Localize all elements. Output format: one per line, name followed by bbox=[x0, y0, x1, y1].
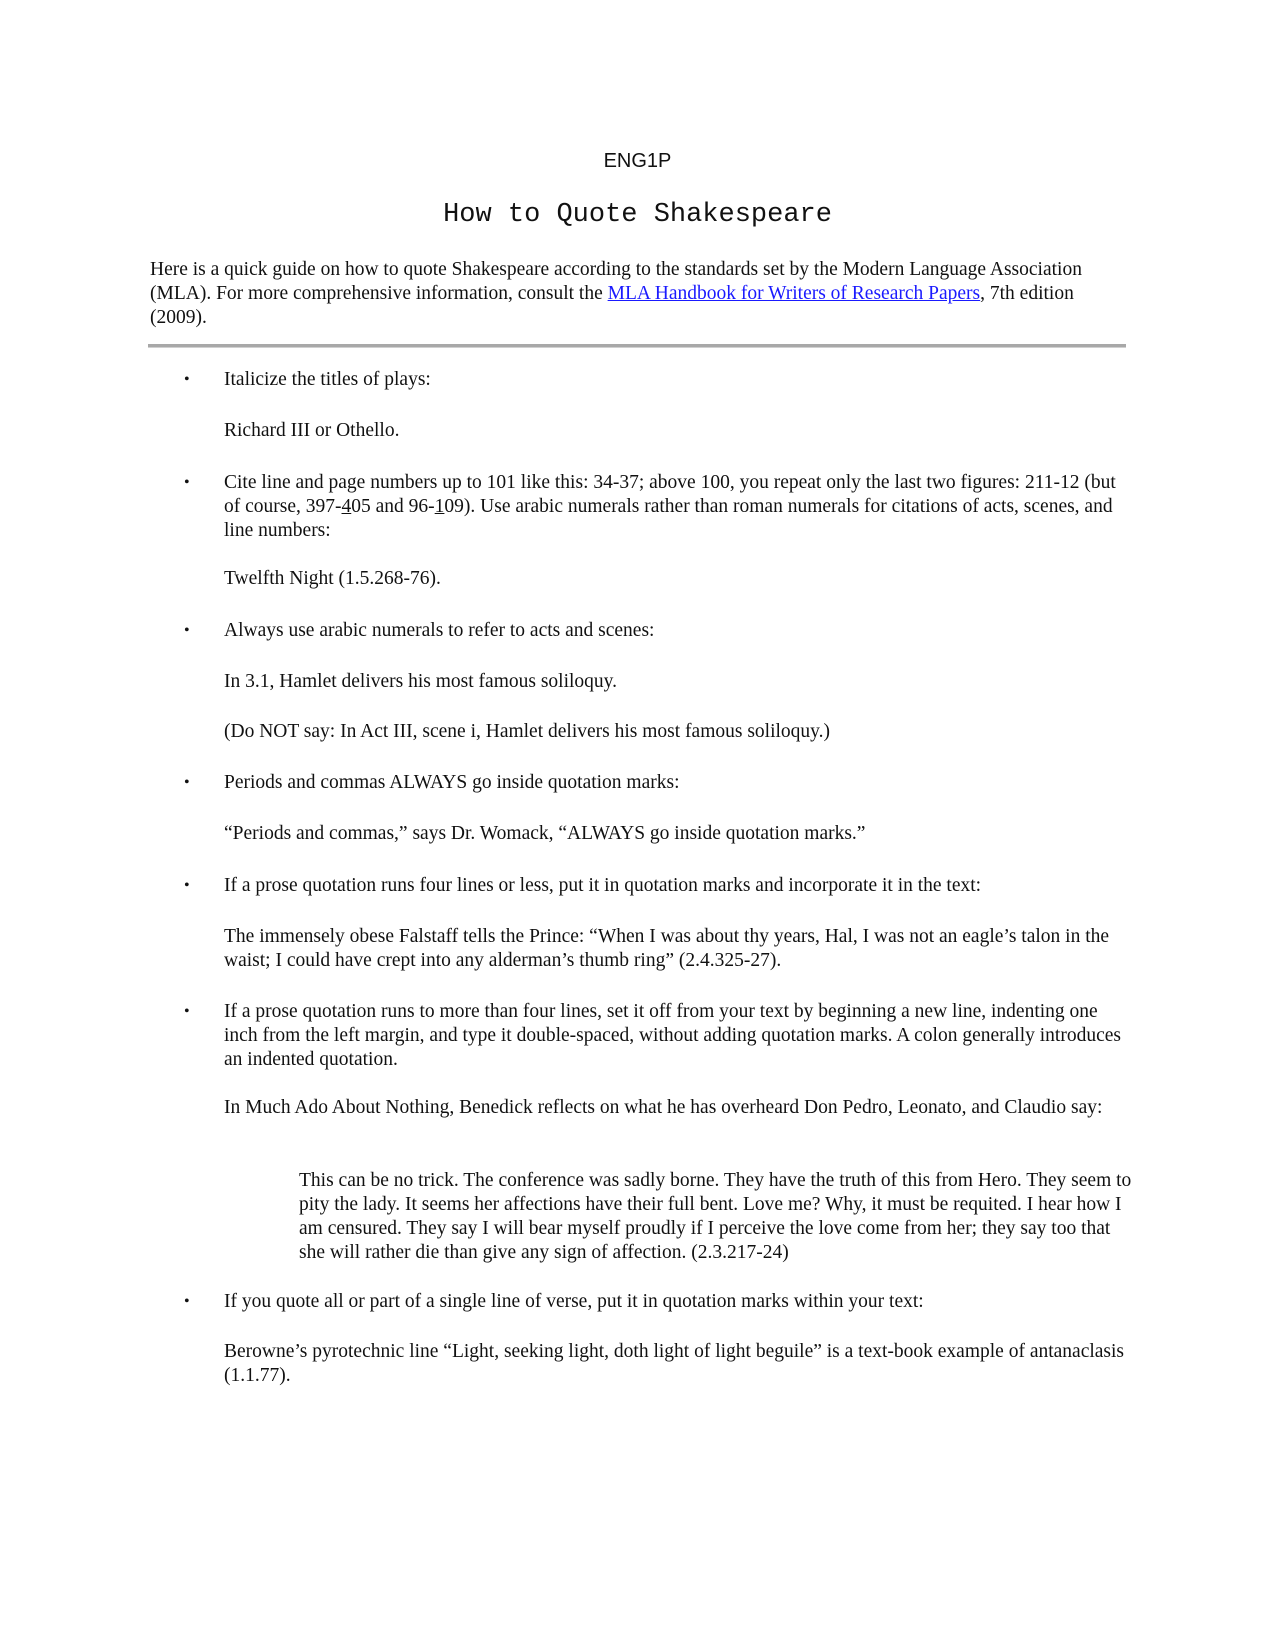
intro-edition-text: , 7th edition (2009). bbox=[150, 283, 1074, 328]
bullet-icon: • bbox=[184, 474, 190, 491]
rule-italicize-titles: Italicize the titles of plays: bbox=[224, 369, 431, 390]
intro-paragraph bbox=[150, 258, 1125, 330]
bullet-icon: • bbox=[184, 622, 190, 639]
bullet-icon: • bbox=[184, 774, 190, 791]
example-verse-line: Berowne’s pyrotechnic line “Light, seeking light, doth light of light beguile” is a text-book example of antanaclasis (1.1.77). bbox=[224, 1341, 1125, 1386]
counter-example-roman: (Do NOT say: In Act III, scene i, Hamlet delivers his most famous soliloquy.) bbox=[224, 721, 831, 742]
example-italicize-titles: Richard III or Othello. bbox=[224, 420, 400, 441]
rule-arabic-numerals: Always use arabic numerals to refer to acts and scenes: bbox=[224, 620, 655, 641]
example-long-prose-intro: In Much Ado About Nothing, Benedick reflects on what he has overheard Don Pedro, Leonato, and Claudio say: bbox=[224, 1097, 1103, 1118]
rule-verse-line: If you quote all or part of a single line of verse, put it in quotation marks within your text: bbox=[224, 1291, 924, 1312]
page-title: How to Quote Shakespeare bbox=[443, 200, 832, 230]
bullet-icon: • bbox=[184, 371, 190, 388]
rule-cite-text-2: 05 and 96- bbox=[351, 496, 435, 517]
rule-cite-text-3: 09). Use arabic numerals rather than roman numerals for citations of acts, scenes, and line numbers: bbox=[224, 496, 1113, 541]
example-short-prose: The immensely obese Falstaff tells the Prince: “When I was about thy years, Hal, I was not an eagle’s talon in the waist; I could have crept into any alderman’s thumb ring” (2.4.325-27). bbox=[224, 926, 1110, 971]
rule-periods-commas: Periods and commas ALWAYS go inside quotation marks: bbox=[224, 772, 680, 793]
example-arabic-numerals: In 3.1, Hamlet delivers his most famous soliloquy. bbox=[224, 671, 618, 692]
horizontal-divider bbox=[148, 344, 1126, 348]
bullet-icon: • bbox=[184, 877, 190, 894]
block-quotation: This can be no trick. The conference was sadly borne. They have the truth of this from Hero. They seem to pity the lady. It seems her affections have their full bent. Love me? Why, it must be requited. I hear how I am censured. They say I will bear myself proudly if I perceive the love come from her; they say too that she will rather die than give any sign of affection. (2.3.217-24) bbox=[299, 1170, 1132, 1263]
rule-cite-line-numbers bbox=[224, 471, 1130, 543]
bullet-icon: • bbox=[184, 1293, 190, 1310]
underlined-digit: 1 bbox=[434, 496, 445, 517]
rule-long-prose: If a prose quotation runs to more than four lines, set it off from your text by beginning a new line, indenting one inch from the left margin, and type it double-spaced, without adding quotation marks. A colon generally introduces an indented quotation. bbox=[224, 1001, 1121, 1070]
example-cite-line-numbers: Twelfth Night (1.5.268-76). bbox=[224, 568, 441, 589]
intro-text: Here is a quick guide on how to quote Shakespeare according to the standards set by the Modern Language Association (MLA). For more comprehensive information, consult the bbox=[150, 259, 1082, 304]
underlined-digit: 4 bbox=[341, 496, 352, 517]
example-periods-commas: “Periods and commas,” says Dr. Womack, “ALWAYS go inside quotation marks.” bbox=[224, 823, 866, 844]
rule-cite-text-1: Cite line and page numbers up to 101 like this: 34-37; above 100, you repeat only the last two figures: 211-12 (but of course, 397- bbox=[224, 472, 1116, 517]
course-code: ENG1P bbox=[603, 150, 672, 172]
rule-short-prose: If a prose quotation runs four lines or less, put it in quotation marks and incorporate it in the text: bbox=[224, 875, 982, 896]
bullet-icon: • bbox=[184, 1003, 190, 1020]
mla-handbook-link[interactable]: MLA Handbook for Writers of Research Papers bbox=[607, 283, 981, 304]
